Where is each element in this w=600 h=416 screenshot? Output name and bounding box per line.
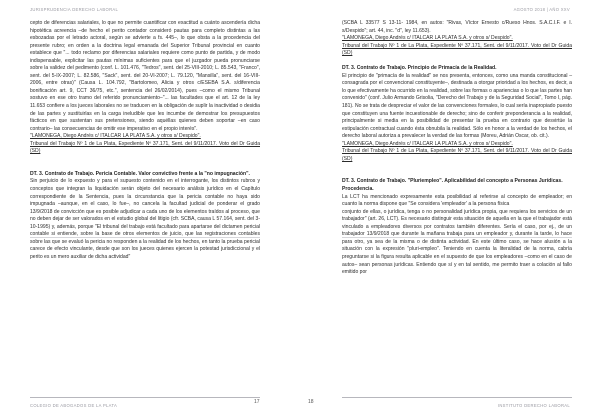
section-divider — [30, 237, 260, 238]
paragraph: Sin perjuicio de lo expuesto y para el supuesto contenido en el interrogante, los distintos rubros y conceptos que integran la liquidación serán objeto del necesario análisis jurídico en el Capítulo correspondiente de la Sentencia, pues la circunstancia que la pericia contable no haya sido impugnada –aunque, en el caso, lo fue–, no cancela la facultad judicial de ponderar el grado 13/9/2018 de convicción que es posible adjudicar a cada uno de los elementos traídos al proceso, que no deben dejar de ser valorados en el estudio global del litigio (cfr. SCBA, causa L 57.164, sent. del 3-10-1995) y, además, porque "El tribunal del trabajo está facultado para apartarse del dictamen pericial contable si entiende, sobre la base de otros elementos de juicio, que las registraciones contables sobre las que se evaluó la pericia no responden a la realidad de los hechos, en tanto la prueba pericial carece de efecto vinculante, desde que son los jueces quienes ejercen la potestad jurisdiccional y el perito es un mero auxiliar de dicha actividad" — [30, 178, 260, 260]
case-text-continued — [30, 20, 260, 262]
case-citation-parties: "LAMONEGA, Diego Andrés c/ ITALCAR LA PLATA S.A. y otros s/ Despido". — [342, 35, 513, 42]
paragraph: conjunto de ellas, o jurídica, tenga o no personalidad jurídica propia, que requiera los servicios de un trabajador" (art. 26, LCT). Es necesario distinguir esta situación de aquella en la que el trabajador está vinculado a empleadores diversos por contratos también diferentes. Sería el caso, por ej., de un trabajador 13/9/2018 que durante la mañana trabaja para un empleador y, durante la tarde, lo hace para otro, ya sea de la misma o de distinta actividad. En este último caso, se hace alusión a la situación con la expresión "pluri-empleo". Teniendo en cuenta la literalidad de la norma, cabría preguntarse si la figura resulta aplicable en el supuesto de que los empleadores –como en el caso de autos– sean personas jurídicas. Entiendo que sí y en tal sentido, me permito traer a colación al fallo emitido por — [342, 208, 572, 276]
paragraph: cepto de diferencias salariales, lo que no permite cuantificar con exactitud a cuánto ascendería dicha hipotética acreencia –de hecho el perito contador consideró pautas para completo distintas a las esbozadas por el letrado actoral, según se advierte a fs. 445–, lo que obsta a la procedencia del presente rubro; en orden a la doctrina legal emanada del Superior Tribunal provincial en cuanto establece que "... todo reclamo por diferencias salariales requiere como punto de partida, y de modo indispensable, explicitar las pautas mínimas suficientes para que el juzgador pueda pronunciarse sobre la validez del pedimento (conf. L. 101.476, "Tedros", sent. del 25-VIII-2010; L. 85.543, "Franco", sent. del 5-IX-2007; L. 82.586, "Sack", sent. del 20-VI-2007; L. 79.120, "Mansilla", sent. del 16-VIII-2006, entre otras)" (Causa L. 104.792, "Bartolomeo, Alicia y otros c/ESEBA S.A. s/diferencia bonificación art. 9, CCT 36/75, etc.", sentencia del 26/02/2014), pues –como el mismo Tribunal sostuvo en ese otro tramo del referido pronunciamiento–"... las facultades que el art. 12 de la ley 11.653 confiere a los jueces laborales no se traducen en la obligación de suplir la inactividad o desidia de las partes y sustituirlas en la carga ineludible que les incumbe de demostrar los presupuestos fácticos en que sustentan sus pretensiones, siendo aquéllas quienes deben soportar –en caso contrario– las consecuencias de omitir ese imperativo en el propio interés". — [30, 20, 260, 132]
case-citation-court: Tribunal del Trabajo Nº 1 de La Plata, Expediente Nº 37.171, Sent. del 9/11/2017. Voto del Dr Guida (SD) — [30, 140, 260, 155]
right-page — [300, 0, 600, 416]
page-number: 17 — [254, 399, 260, 405]
footer-rule — [342, 397, 572, 398]
paragraph: (SCBA L 33577 S 13-11- 1984, en autos: "Rivas, Víctor Ernesto c/Rueso Hnos. S.A.C.I.F. e I. s/Despido"; art. 44, inc. "d", ley 11.653). — [342, 20, 572, 34]
section-heading: DT. 3. Contrato de Trabajo. Pericia Contable. Valor convictivo frente a la "no impugnación". — [30, 170, 250, 177]
section-heading: DT. 3. Contrato de Trabajo. Principio de Primacía de la Realidad. — [342, 65, 497, 72]
case-text-right — [342, 20, 572, 277]
case-citation-court: Tribunal del Trabajo Nº 1 de La Plata, Expediente Nº 37.171, Sent. del 9/11/2017. Voto del Dr Guida (SD) — [342, 42, 572, 57]
case-citation-parties: "LAMONEGA, Diego Andrés c/ ITALCAR LA PLATA S.A. y otros s/ Despido". — [342, 140, 513, 147]
running-head: AGOSTO 2018 | AÑO XXV — [513, 7, 570, 12]
case-citation-court: Tribunal del Trabajo Nº 1 de La Plata, Expediente Nº 37.171, Sent. del 9/11/2017. Voto del Dr Guida (SD) — [342, 148, 572, 162]
section-heading: DT. 3. Contrato de Trabajo. "Pluriempleo". Aplicabilidad del concepto a Personas Jurídicas. Procedencia. — [342, 178, 563, 193]
paragraph: El principio de "primacía de la realidad" se nos presenta, entonces, como una manda constitucional –consagrada por el convencional constituyente–, destinada a otorgar prioridad a los hechos, es decir, a lo que efectivamente ha ocurrido en la realidad, sobre las formas o apariencias o lo que las partes han convenido" (conf. Julio Armando Grisolia, "Derecho del Trabajo y de la Seguridad Social", Tomo I, pág. 181). No se trata de despreciar el valor de las convenciones formales, lo cual sería inapropiado puesto que constituyen una fuente incuestionable de derecho; sino de conferir preponderancia a la realidad, principalmente si media en la posibilidad de presentar la prueba en contrario que desvirtúe la estipulación contractual cuando ésta obnubila la realidad. Sólo en honor a la verdad de los hechos, el derecho laboral autoriza a prevalecer la verdad de las formas (Moreu, Adrián Oscar, ob. cit.). — [342, 72, 572, 140]
section-divider — [342, 237, 572, 238]
running-head: JURISPRUDENCIA DERECHO LABORAL — [30, 7, 119, 12]
footer-rule — [30, 397, 260, 398]
case-citation-parties: "LAMONEGA, Diego Andrés c/ ITALCAR LA PLATA S.A. y otros s/ Despido". — [30, 133, 201, 140]
running-foot: INSTITUTO DERECHO LABORAL — [497, 403, 570, 408]
running-foot: COLEGIO DE ABOGADOS DE LA PLATA — [30, 403, 118, 408]
page-number: 18 — [308, 399, 314, 405]
paragraph: La LCT ha mencionado expresamente esta posibilidad al referirse al concepto de empleador; en cuanto la norma dispone que "Se considera 'empleador' a la persona física — [342, 193, 572, 208]
